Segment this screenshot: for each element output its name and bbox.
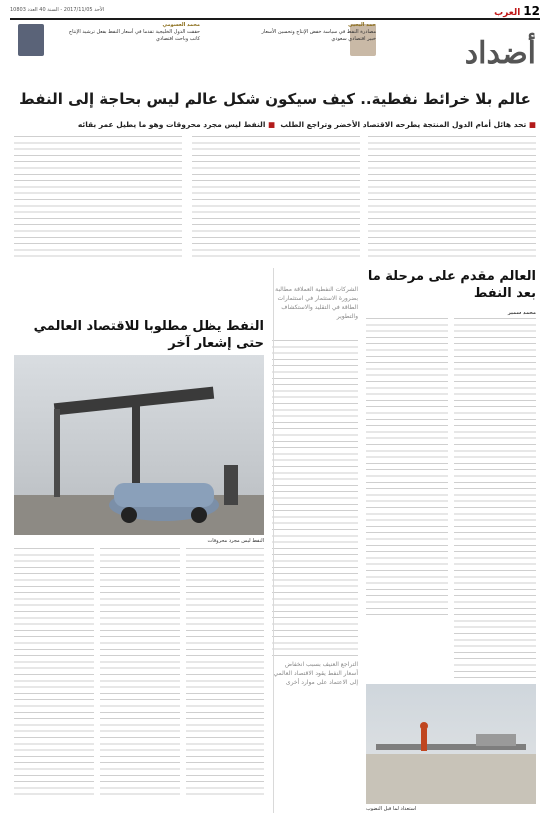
article-left-caption: النفط ليس مجرد محروقات xyxy=(207,538,264,544)
body-text-col-3 xyxy=(14,136,182,260)
pullquote-2: التراجع العنيف بسبب انخفاض أسعار النفط يقود الاقتصاد العالمي إلى الاعتماد على موارد أخرى xyxy=(273,661,358,686)
oil-pump-photo xyxy=(14,355,264,535)
page-number: 12العرب xyxy=(494,4,540,18)
article-left-col-1 xyxy=(14,548,94,798)
article-right-title: العالم مقدم على مرحلة ما بعد النفط xyxy=(367,269,536,301)
body-text-col-2 xyxy=(192,136,360,260)
section-title: أضداد xyxy=(464,36,536,71)
body-text-col-1 xyxy=(368,136,536,260)
page-headline: عالم بلا خرائط نفطية.. كيف سيكون شكل عالم ليس بحاجة إلى النفط xyxy=(19,90,531,108)
dateline: الأحد 2017/11/05 - السنة 40 العدد 10803 xyxy=(10,7,105,13)
article-left-col-2 xyxy=(100,548,180,798)
subheads: ■ تحد هائل أمام الدول المنتجة يطرحه الاقتصاد الأخضر وتراجع الطلب ■ النفط ليس مجرد محروقات وهو ما يطيل عمر بقائه xyxy=(77,120,536,129)
refinery-photo xyxy=(366,684,536,804)
article-right-byline: محمد سمير xyxy=(507,310,536,316)
article-left-col-3 xyxy=(186,548,264,798)
columnist-left-text: محمد العسومي حققت الدول الخليجية تقدما في أسعار النفط بفعل ترشيد الإنتاج كاتب وباحث اقتصادي xyxy=(68,22,200,42)
article-right-col-1 xyxy=(454,318,536,678)
avatar xyxy=(18,24,44,56)
subhead-2: النفط ليس مجرد محروقات وهو ما يطيل عمر بقائه xyxy=(77,120,266,129)
column-divider xyxy=(273,268,274,813)
middle-col-text xyxy=(272,340,358,660)
article-left-title: النفط يظل مطلوبا للاقتصاد العالمي حتى إشعار آخر xyxy=(33,319,264,351)
masthead-bar xyxy=(10,4,540,20)
subhead-1: تحد هائل أمام الدول المنتجة يطرحه الاقتصاد الأخضر وتراجع الطلب xyxy=(280,120,527,129)
columnist-right-text: حمد اليحيى مصادرة النفط في سياسة خفض الإنتاج وتحسين الأسعار خبير اقتصادي سعودي xyxy=(261,22,376,42)
pullquote-1: الشركات النفطية العملاقة مطالبة بضرورة الاستثمار في استثمارات الطاقة في التقليد والاستكشاف والتطوير xyxy=(275,286,358,320)
oil-pump-illustration xyxy=(14,355,264,535)
paper-name: العرب xyxy=(494,8,521,18)
refinery-illustration xyxy=(366,684,536,804)
article-right-col-2 xyxy=(366,318,448,618)
article-right-caption: استعداد لما قبل النضوب xyxy=(366,806,417,812)
